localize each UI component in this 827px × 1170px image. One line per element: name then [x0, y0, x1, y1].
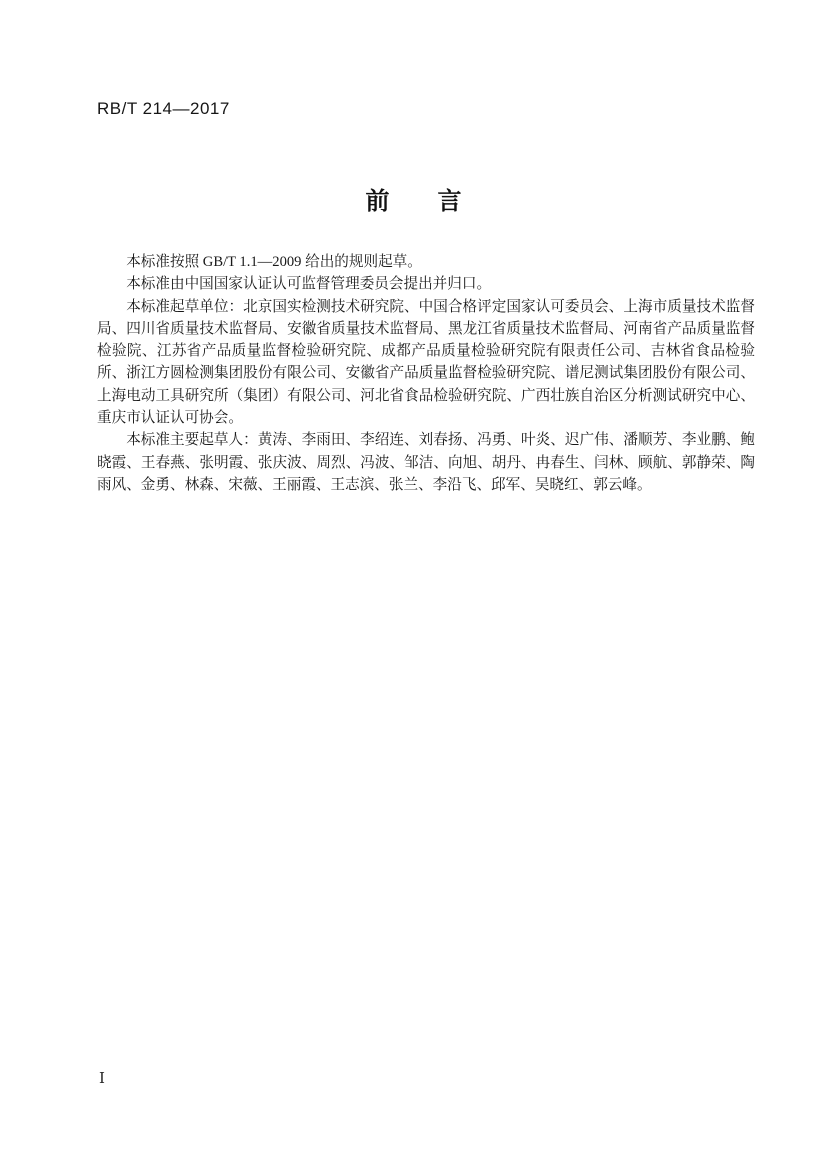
paragraph-drafting-rules: 本标准按照 GB/T 1.1—2009 给出的规则起草。	[126, 254, 422, 270]
standard-code: RB/T 214—2017	[97, 99, 230, 118]
page-title: 前 言	[365, 189, 462, 215]
page-number: Ⅰ	[99, 1071, 105, 1087]
paragraph-main-drafters: 本标准主要起草人：黄涛、李雨田、李绍连、刘春扬、冯勇、叶炎、迟广伟、潘顺芳、李业鹏、鲍晓霞、王春燕、张明霞、张庆波、周烈、冯波、邹洁、向旭、胡丹、冉春生、闫林、顾航、郭静荣、陶雨风、金勇、林森、宋薇、王丽霞、王志滨、张兰、李沿飞、邱军、吴晓红、郭云峰。	[97, 432, 755, 493]
paragraph-proposed-by: 本标准由中国国家认证认可监督管理委员会提出并归口。	[126, 276, 492, 293]
foreword-body	[97, 251, 755, 496]
paragraph-drafting-organizations: 本标准起草单位：北京国实检测技术研究院、中国合格评定国家认可委员会、上海市质量技术监督局、四川省质量技术监督局、安徽省质量技术监督局、黑龙江省质量技术监督局、河南省产品质量监督检验院、江苏省产品质量监督检验研究院、成都产品质量检验研究院有限责任公司、吉林省食品检验所、浙江方圆检测集团股份有限公司、安徽省产品质量监督检验研究院、谱尼测试集团股份有限公司、上海电动工具研究所（集团）有限公司、河北省食品检验研究院、广西壮族自治区分析测试研究中心、重庆市认证认可协会。	[97, 298, 755, 427]
